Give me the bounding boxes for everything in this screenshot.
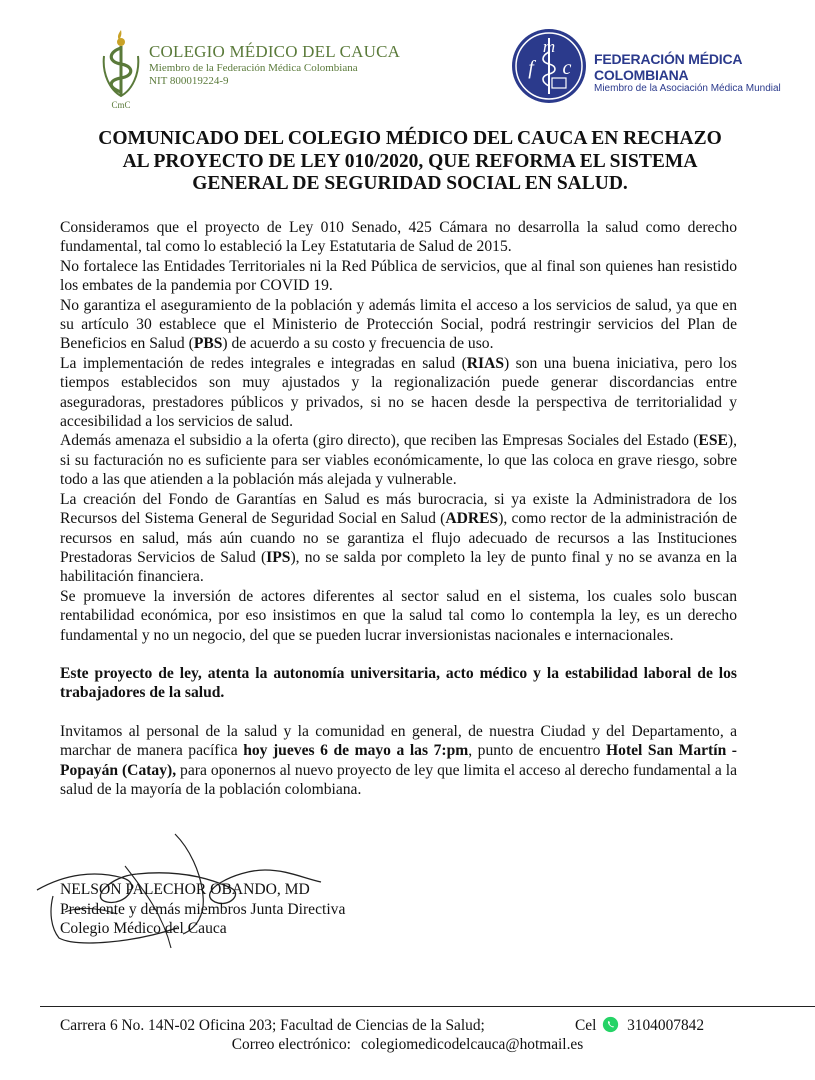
phone-number[interactable]: 3104007842 <box>627 1017 705 1034</box>
body-paragraph <box>60 722 737 800</box>
paragraph-text: Además amenaza el subsidio a la oferta (giro directo), que reciben las Empresas Sociales del Estado ( <box>60 432 699 450</box>
paragraph-text: ) son una buena iniciativa, pero los tiempos establecidos son muy ajustados y la regionalización puede generar discordancias entre aseguradoras, prestadores públicos y privados, si no se hacen desde la perspectiva de territorialidad y accesibilidad a los servicios de salud. <box>60 354 737 431</box>
paragraph-text: para oponernos al nuevo proyecto de ley que limita el acceso al derecho fundamental a la salud de la mayoría de la población colombiana. <box>60 761 737 798</box>
svg-text:m: m <box>542 37 556 56</box>
svg-text:f: f <box>528 57 534 79</box>
right-org-block <box>594 51 815 95</box>
fmc-logo-icon <box>511 28 587 104</box>
bold-text: RIAS <box>466 354 505 372</box>
signer-role: Presidente y demás miembros Junta Directiva <box>60 900 346 918</box>
bold-text: Este proyecto de ley, atenta la autonomía universitaria, acto médico y la estabilidad laboral de los trabajadores de la salud. <box>60 664 737 702</box>
paragraph-text: No fortalece las Entidades Territoriales ni la Red Pública de servicios, que al final son quienes han resistido los embates de la pandemia por COVID 19. <box>60 257 737 295</box>
paragraph-text: No garantiza el aseguramiento de la población y además limita el acceso a los servicios de salud, ya que en su artículo 30 establece que el Ministerio de Protección Social, podrá restringir servicios del Plan de Beneficios en Salud ( <box>60 296 737 353</box>
body-paragraph <box>60 218 737 257</box>
body-paragraph <box>60 431 737 489</box>
bold-text: Hotel San Martín - Popayán (Catay), <box>60 742 737 779</box>
left-org-block <box>149 42 400 88</box>
paragraph-text: , punto de encuentro <box>468 742 607 760</box>
paragraph-text: Se promueve la inversión de actores diferentes al sector salud en el sistema, los cuales solo buscan rentabilidad económica, por eso insistimos en que la salud tal como lo contempla la ley, es un derecho fundamental y no un negocio, del que se pueden lucrar inversionistas nacionales e internacionales. <box>60 587 737 644</box>
title-line: COMUNICADO DEL COLEGIO MÉDICO DEL CAUCA EN RECHAZO <box>98 128 722 149</box>
right-org-subtitle: Miembro de la Asociación Médica Mundial <box>594 83 781 94</box>
document-title <box>60 128 760 196</box>
body-paragraph <box>60 257 737 296</box>
left-org-nit: NIT 800019224-9 <box>149 75 229 87</box>
letterhead <box>0 0 815 120</box>
bold-text: IPS <box>266 548 291 566</box>
caduceus-logo-icon <box>98 26 144 112</box>
bold-text: PBS <box>193 335 223 353</box>
svg-text:c: c <box>562 57 572 79</box>
bold-text: ADRES <box>445 510 499 528</box>
signer-org: Colegio Médico del Cauca <box>60 920 227 937</box>
title-line: AL PROYECTO DE LEY 010/2020, QUE REFORMA EL SISTEMA <box>122 150 698 172</box>
left-org-name: COLEGIO MÉDICO DEL CAUCA <box>149 42 401 61</box>
signature-block <box>60 880 460 939</box>
whatsapp-icon <box>602 1016 619 1033</box>
paragraph-text: Invitamos al personal de la salud y la comunidad en general, de nuestra Ciudad y del Departamento, a marchar de manera pacífica <box>60 722 737 760</box>
body-paragraph <box>60 664 737 703</box>
footer-phone-group <box>575 1016 704 1035</box>
footer-address: Carrera 6 No. 14N-02 Oficina 203; Facultad de Ciencias de la Salud; <box>60 1017 485 1034</box>
left-org-subtitle: Miembro de la Federación Médica Colombiana <box>149 62 358 74</box>
body-paragraph <box>60 490 737 587</box>
document-body <box>60 218 737 799</box>
body-paragraph <box>60 587 737 645</box>
signer-name: NELSON PALECHOR OBANDO, MD <box>60 881 310 898</box>
paragraph-text: La creación del Fondo de Garantías en Salud es más burocracia, si ya existe la Administradora de los Recursos del Sistema General de Seguridad Social en Salud ( <box>60 490 737 528</box>
paragraph-text: ) de acuerdo a su costo y frecuencia de uso. <box>222 335 494 353</box>
footer-divider <box>40 1006 815 1007</box>
paragraph-text: Consideramos que el proyecto de Ley 010 Senado, 425 Cámara no desarrolla la salud como derecho fundamental, tal como lo estableció la Ley Estatutaria de Salud de 2015. <box>60 219 737 256</box>
bold-text: ESE <box>698 432 728 450</box>
title-line: GENERAL DE SEGURIDAD SOCIAL EN SALUD. <box>192 173 628 194</box>
footer-email-line <box>0 1035 815 1054</box>
cel-label: Cel <box>575 1017 597 1034</box>
svg-text:CmC: CmC <box>111 100 131 110</box>
body-paragraph <box>60 354 737 432</box>
paragraph-text: ), si su facturación no es suficiente para ser viables económicamente, lo que las coloca en grave riesgo, sobre todo a las que atienden a la población más alejada y vulnerable. <box>60 432 737 489</box>
paragraph-text: La implementación de redes integrales e integradas en salud ( <box>60 354 467 372</box>
email-label: Correo electrónico: <box>231 1036 351 1053</box>
email-address[interactable]: colegiomedicodelcauca@hotmail.es <box>360 1036 584 1053</box>
paragraph-text: ), no se salda por completo la ley de punto final y no se avanza en la habilitación financiera. <box>60 548 737 586</box>
right-org-name: FEDERACIÓN MÉDICA COLOMBIANA <box>594 51 742 83</box>
paragraph-text: ), como rector de la administración de recursos en salud, más aún cuando no se garantiza el flujo adecuado de recursos a las Instituciones Prestadoras Servicios de Salud ( <box>60 510 737 566</box>
bold-text: hoy jueves 6 de mayo a las 7:pm <box>243 742 469 760</box>
body-paragraph <box>60 296 737 354</box>
